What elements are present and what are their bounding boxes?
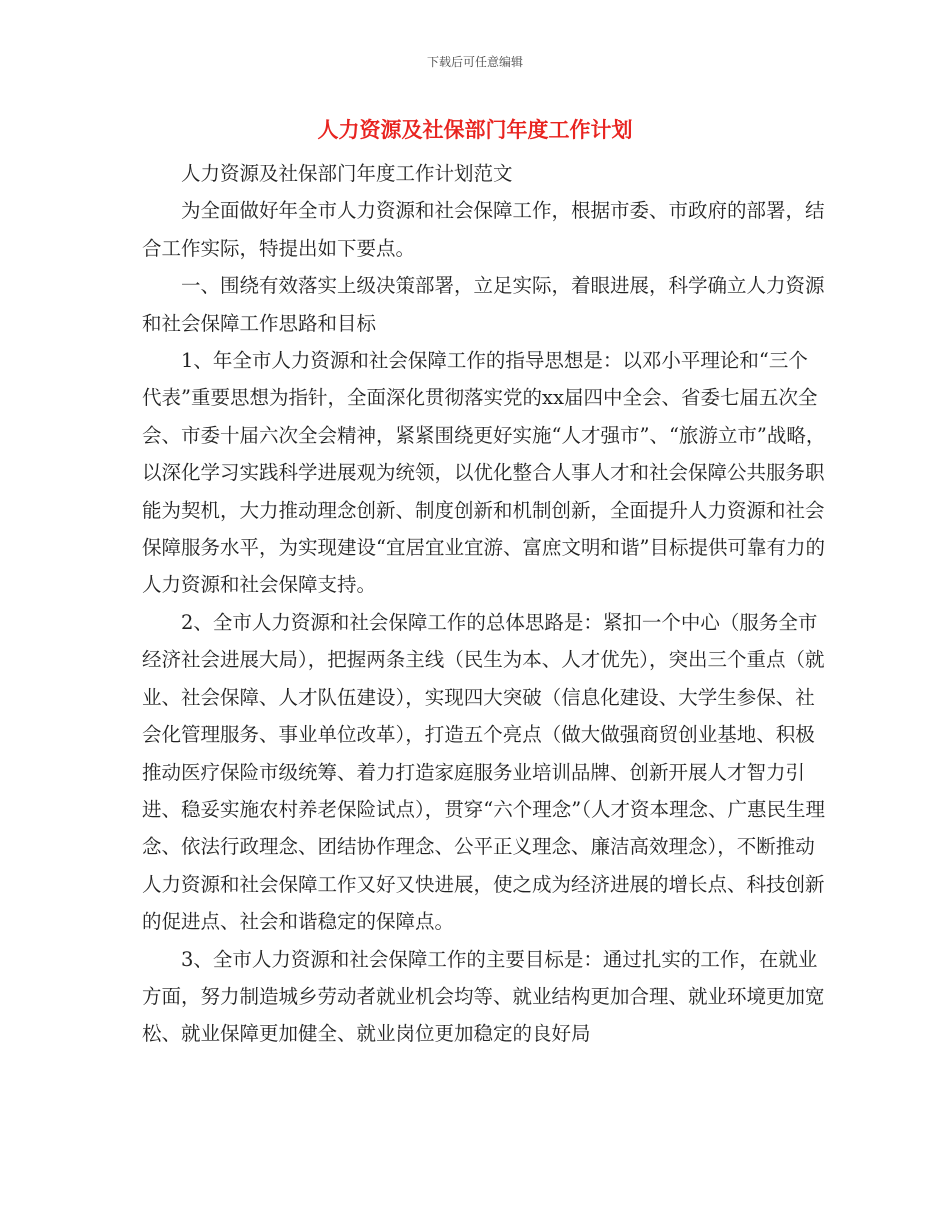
- paragraph-subtitle: 人力资源及社保部门年度工作计划范文: [181, 162, 513, 185]
- paragraph-overall-approach: 2、全市人力资源和社会保障工作的总体思路是：紧扣一个中心（服务全市经济社会进展大局），把握两条主线（民生为本、人才优先），突出三个重点（就业、社会保障、人才队伍建设），实现四大突破（信息化建设、大学生参保、社会化管理服务、事业单位改革），打造五个亮点（做大做强商贸创业基地、积极推动医疗保险市级统筹、着力打造家庭服务业培训品牌、创新开展人才智力引进、稳妥实施农村养老保险试点），贯穿“六个理念”（人才资本理念、广惠民生理念、依法行政理念、团结协作理念、公平正义理念、廉洁高效理念），不断推动人力资源和社会保障工作又好又快进展，使之成为经济进展的增长点、科技创新的促进点、社会和谐稳定的保障点。: [142, 610, 825, 934]
- paragraph-guiding-thought: 1、年全市人力资源和社会保障工作的指导思想是：以邓小平理论和“三个代表”重要思想为指针，全面深化贯彻落实党的xx届四中全会、省委七届五次全会、市委十届六次全会精神，紧紧围绕更好实施“人才强市”、“旅游立市”战略，以深化学习实践科学进展观为统领，以优化整合人事人才和社会保障公共服务职能为契机，大力推动理念创新、制度创新和机制创新，全面提升人力资源和社会保障服务水平，为实现建设“宜居宜业宜游、富庶文明和谐”目标提供可靠有力的人力资源和社会保障支持。: [142, 349, 826, 597]
- paragraph-intro: 为全面做好年全市人力资源和社会保障工作，根据市委、市政府的部署，结合工作实际，特提出如下要点。: [142, 199, 825, 260]
- document-title: 人力资源及社保部门年度工作计划: [317, 118, 633, 142]
- page-header-note: 下载后可任意编辑: [426, 55, 523, 69]
- paragraph-section-heading: 一、围绕有效落实上级决策部署，立足实际，着眼进展，科学确立人力资源和社会保障工作思路和目标: [142, 274, 825, 335]
- document-body: [142, 155, 827, 1053]
- paragraph-main-goals: 3、全市人力资源和社会保障工作的主要目标是：通过扎实的工作，在就业方面，努力制造城乡劳动者就业机会均等、就业结构更加合理、就业环境更加宽松、就业保障更加健全、就业岗位更加稳定的良好局: [142, 947, 825, 1046]
